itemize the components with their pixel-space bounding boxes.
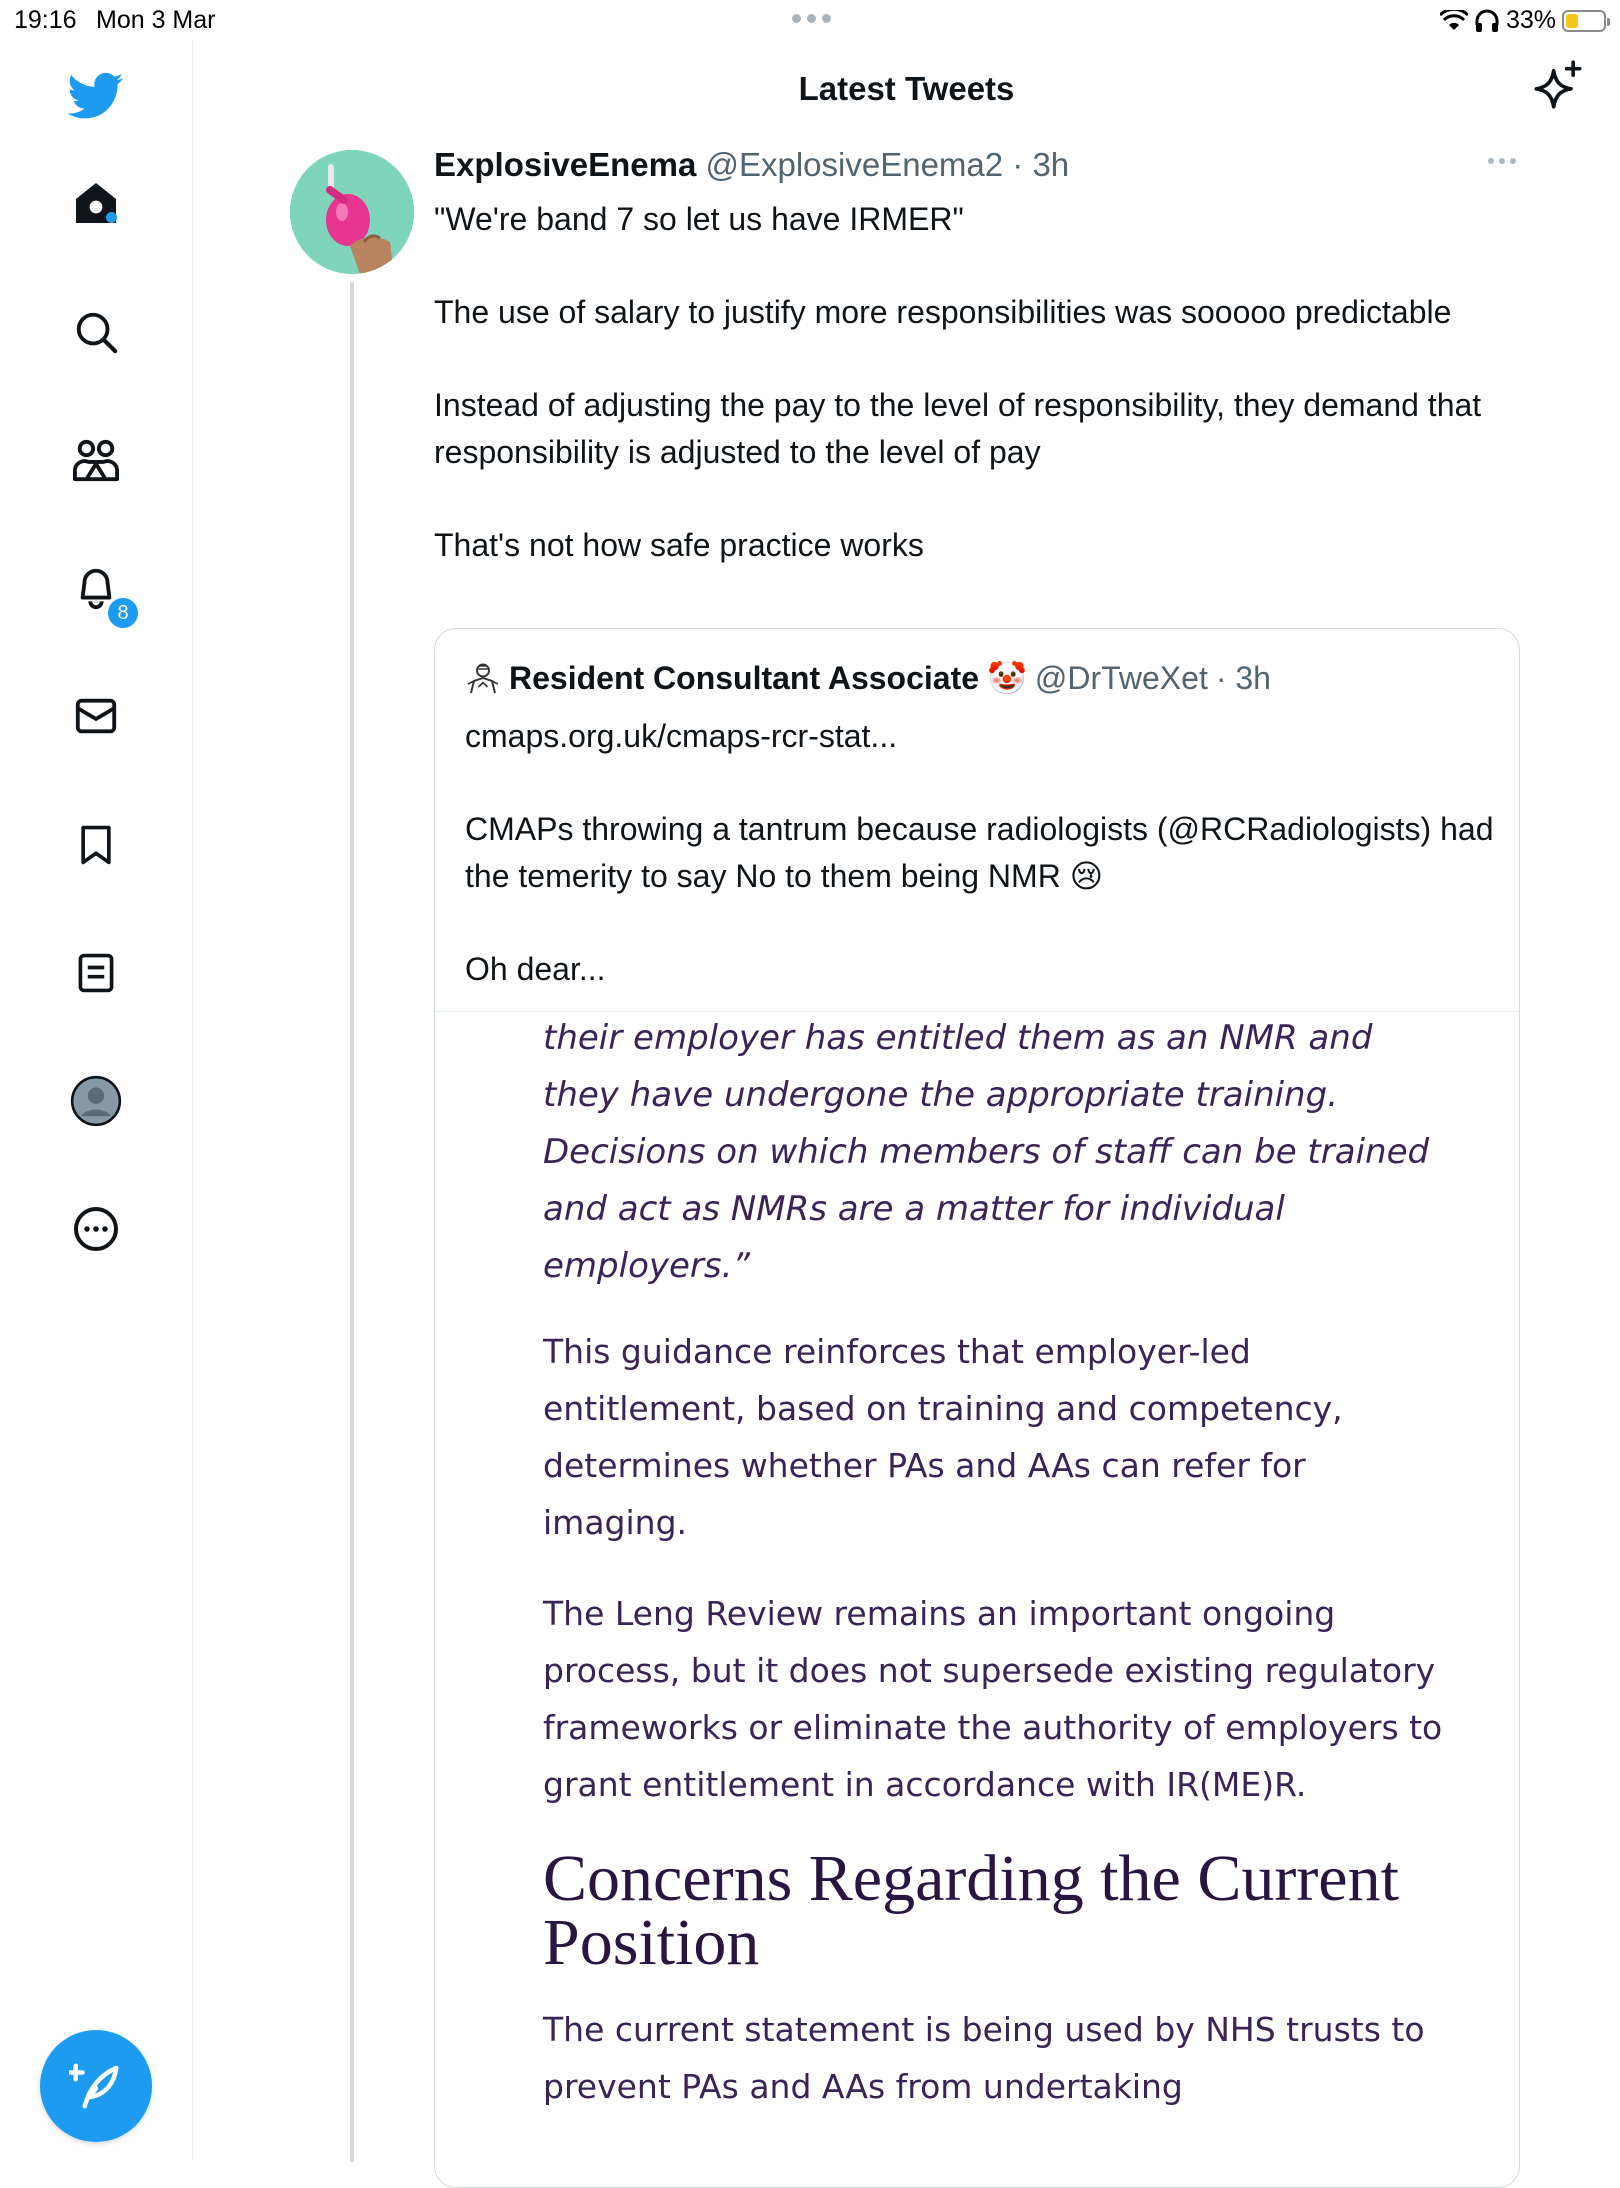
doc-heading: Concerns Regarding the Current Position bbox=[543, 1842, 1399, 1979]
quoted-author-emoji: 🤡 bbox=[987, 660, 1027, 696]
author-name[interactable]: ExplosiveEnema bbox=[434, 146, 697, 183]
quoted-tweet-time[interactable]: · 3h bbox=[1215, 659, 1271, 696]
multitasking-dots[interactable] bbox=[792, 14, 831, 23]
quoted-author-handle[interactable]: @DrTweXet bbox=[1034, 659, 1208, 696]
author-handle[interactable]: @ExplosiveEnema2 bbox=[705, 146, 1004, 183]
tweet-paragraph: The use of salary to justify more responsibilities was sooooo predictable bbox=[434, 294, 1452, 330]
document-screenshot bbox=[543, 1012, 1443, 2149]
quoted-tweet-header bbox=[465, 659, 1271, 697]
tweet-more-button[interactable] bbox=[1488, 158, 1516, 164]
tweet-body bbox=[434, 196, 1524, 615]
battery-fill bbox=[1566, 14, 1578, 28]
quoted-paragraph: CMAPs throwing a tantrum because radiologists (@RCRadiologists) had the temerity to say No to them being NMR 😢 bbox=[465, 811, 1494, 894]
doc-paragraph: This guidance reinforces that employer-led entitlement, based on training and competency, determines whether PAs and AAs can refer for imaging. bbox=[543, 1332, 1343, 1542]
thread-line bbox=[350, 282, 354, 2162]
battery-percent: 33% bbox=[1505, 6, 1556, 34]
home-unread-dot bbox=[106, 212, 117, 223]
tweet-time[interactable]: · 3h bbox=[1012, 146, 1070, 183]
page-title: Latest Tweets bbox=[798, 70, 1015, 107]
battery-icon bbox=[1562, 10, 1606, 32]
tweet-paragraph: Instead of adjusting the pay to the level of responsibility, they demand that responsibility is adjusted to the level of pay bbox=[434, 387, 1482, 470]
headphones-icon bbox=[1474, 9, 1500, 33]
status-right bbox=[1440, 6, 1606, 35]
quoted-link[interactable]: cmaps.org.uk/cmaps-rcr-stat... bbox=[465, 718, 898, 754]
compose-feather-icon bbox=[69, 2059, 123, 2113]
quoted-tweet-body bbox=[465, 713, 1495, 1039]
twitter-logo-icon[interactable] bbox=[66, 66, 126, 126]
quoted-author-avatar-icon[interactable] bbox=[465, 660, 501, 696]
quoted-paragraph: Oh dear... bbox=[465, 951, 606, 987]
messages-icon[interactable] bbox=[66, 686, 126, 746]
doc-paragraph: The current statement is being used by NHS trusts to prevent PAs and AAs from undertaking bbox=[543, 2010, 1425, 2106]
bookmarks-icon[interactable] bbox=[66, 815, 126, 875]
communities-icon[interactable] bbox=[66, 430, 126, 490]
quoted-tweet-image[interactable] bbox=[435, 1011, 1520, 2188]
quoted-author-name[interactable]: Resident Consultant Associate bbox=[509, 659, 980, 696]
quoted-tweet[interactable] bbox=[434, 628, 1520, 2188]
profile-icon[interactable] bbox=[66, 1071, 126, 1131]
tweet-header bbox=[434, 146, 1069, 184]
home-icon[interactable] bbox=[66, 173, 126, 233]
compose-tweet-button[interactable] bbox=[40, 2030, 152, 2142]
more-icon[interactable] bbox=[66, 1199, 126, 1259]
notifications-badge: 8 bbox=[106, 596, 140, 630]
status-time: 19:16 bbox=[14, 6, 77, 34]
tweet-paragraph: "We're band 7 so let us have IRMER" bbox=[434, 201, 964, 237]
author-avatar[interactable] bbox=[290, 150, 414, 274]
sparkle-icon[interactable] bbox=[1532, 60, 1584, 112]
search-icon[interactable] bbox=[66, 302, 126, 362]
lists-icon[interactable] bbox=[66, 943, 126, 1003]
status-date: Mon 3 Mar bbox=[96, 6, 216, 34]
doc-paragraph: The Leng Review remains an important ongoing process, but it does not supersede existing regulatory frameworks or eliminate the authority of employers to grant entitlement in accordance with IR(ME)R. bbox=[543, 1594, 1443, 1804]
doc-italic-quote: their employer has entitled them as an NMR and they have undergone the appropriate training. Decisions on which members of staff can be trained and act as NMRs are a matter for individual employers.” bbox=[543, 1018, 1430, 1286]
sidebar bbox=[0, 40, 193, 2160]
wifi-icon bbox=[1440, 10, 1468, 32]
status-bar bbox=[0, 0, 1620, 40]
tweet-paragraph: That's not how safe practice works bbox=[434, 527, 924, 563]
